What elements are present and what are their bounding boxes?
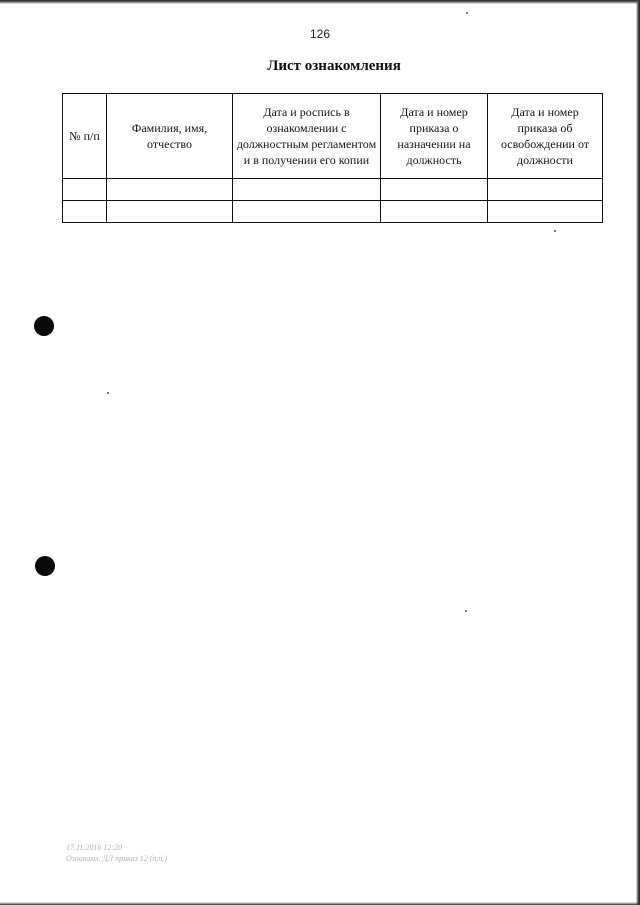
- scan-speck: [466, 12, 468, 14]
- column-header-number: № п/п: [63, 94, 107, 179]
- table-cell: [488, 179, 603, 201]
- column-header-appointment-order: Дата и номер приказа о назначении на должность: [381, 94, 488, 179]
- table-cell: [63, 179, 107, 201]
- scan-speck: [465, 610, 467, 612]
- table-cell: [233, 179, 381, 201]
- scan-edge-top: [0, 0, 640, 4]
- scan-stamp-line: Ознакомл. ДЛ приказ 12 (п.п.): [66, 854, 168, 863]
- page-title: Лист ознакомления: [267, 58, 401, 74]
- page-number: 126: [309, 27, 331, 41]
- punch-hole-lower: [35, 556, 55, 576]
- punch-hole-upper: [34, 316, 54, 336]
- acknowledgement-table: [62, 93, 603, 223]
- table-cell: [381, 179, 488, 201]
- table-header-row: [63, 94, 603, 179]
- table-cell: [107, 179, 233, 201]
- table-cell: [107, 201, 233, 223]
- table-row: [63, 201, 603, 223]
- column-header-dismissal-order: Дата и номер приказа об освобождении от должности: [488, 94, 603, 179]
- table-cell: [381, 201, 488, 223]
- column-header-full-name: Фамилия, имя, отчество: [107, 94, 233, 179]
- table-cell: [233, 201, 381, 223]
- scan-edge-right: [636, 0, 640, 905]
- scan-speck: [554, 230, 556, 232]
- table-cell: [63, 201, 107, 223]
- scan-speck: [107, 392, 109, 394]
- table-cell: [488, 201, 603, 223]
- table-row: [63, 179, 603, 201]
- scan-stamp-line: 17.11.2016 12:20: [66, 843, 123, 852]
- scan-stamp: [66, 842, 167, 864]
- column-header-signature-date: Дата и роспись в ознакомлении с должностным регламентом и в получении его копии: [233, 94, 381, 179]
